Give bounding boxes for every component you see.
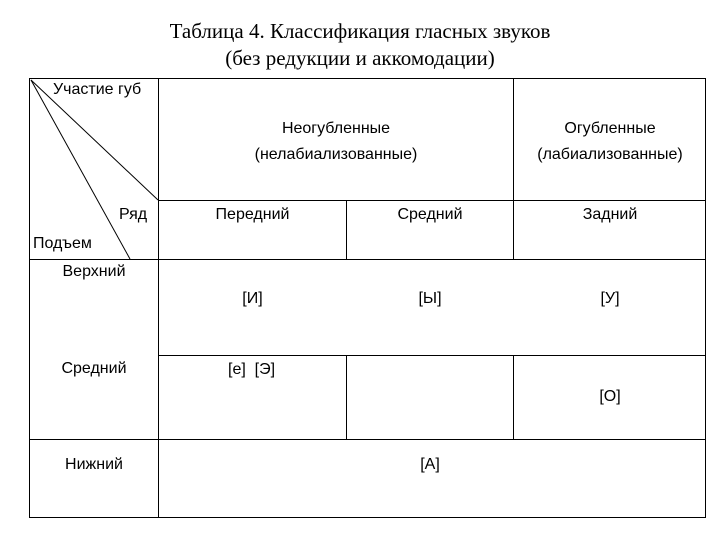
vowel-mid-back: [О]	[599, 388, 621, 405]
corner-label-rise: Подъем	[33, 235, 92, 252]
table-subtitle: (без редукции и аккомодации)	[225, 46, 495, 70]
corner-label-row: Ряд	[119, 206, 148, 223]
group-unrounded-line1: Неогубленные	[281, 120, 391, 137]
column-header-central: Средний	[397, 206, 463, 223]
vowel-mid-front: [е] [Э]	[228, 361, 276, 378]
row-label-mid: Средний	[61, 360, 127, 377]
corner-diagonal-lower	[31, 80, 130, 259]
table-title: Таблица 4. Классификация гласных звуков	[169, 19, 551, 43]
group-header-rounded	[514, 116, 706, 168]
vowel-high-front: [И]	[242, 290, 263, 307]
group-header-unrounded	[159, 116, 513, 168]
column-header-front: Передний	[215, 206, 290, 223]
vowel-low-central: [А]	[420, 456, 440, 473]
row-label-low: Нижний	[65, 456, 123, 473]
group-rounded-line2: (лабиализованные)	[537, 146, 683, 163]
row-label-high: Верхний	[62, 263, 126, 280]
corner-label-labial: Участие губ	[53, 81, 142, 98]
column-header-back: Задний	[582, 206, 638, 223]
group-rounded-line1: Огубленные	[564, 120, 656, 137]
vowel-high-central: [Ы]	[418, 290, 442, 307]
vowel-high-back: [У]	[600, 290, 620, 307]
group-unrounded-line2: (нелабиализованные)	[254, 146, 418, 163]
